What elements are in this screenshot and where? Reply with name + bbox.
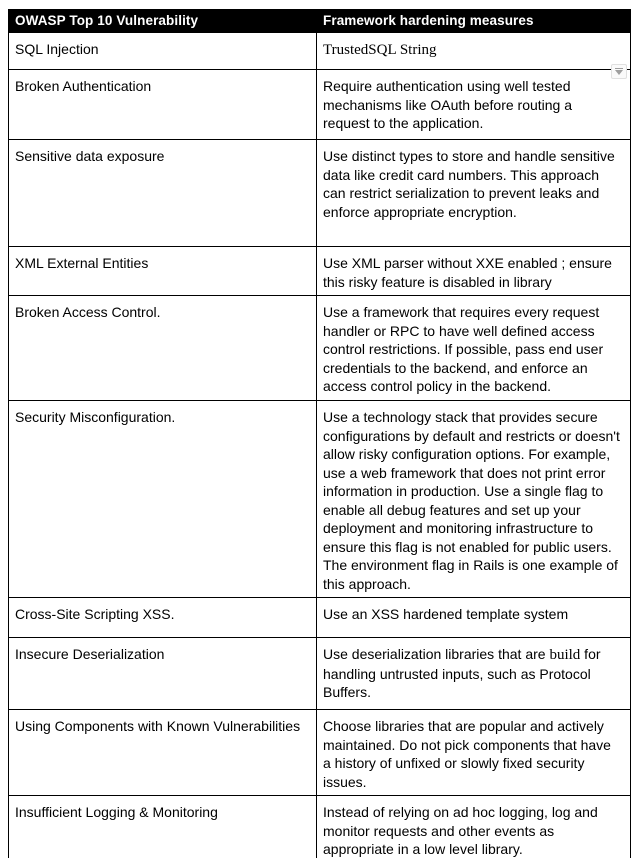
measure-cell	[317, 401, 631, 598]
measure-text-segment: Instead of relying on ad hoc logging, log and monitor requests and other events as appropriate in a low level library.	[323, 804, 598, 857]
measure-text-segment: Require authentication using well tested mechanisms like OAuth before routing a request to the application.	[323, 78, 573, 131]
table-row	[9, 598, 631, 638]
table-row	[9, 796, 631, 858]
table-row	[9, 247, 631, 296]
measure-cell	[317, 796, 631, 858]
measure-cell	[317, 70, 631, 140]
vulnerability-cell: Insecure Deserialization	[9, 638, 317, 710]
measure-cell	[317, 638, 631, 710]
table-row	[9, 70, 631, 140]
measure-cell	[317, 33, 631, 70]
vulnerability-cell: Broken Access Control.	[9, 296, 317, 401]
measure-text-segment: Use XML parser without XXE enabled ; ensure this risky feature is disabled in library	[323, 255, 612, 290]
measure-text-segment: Use an XSS hardened template system	[323, 606, 569, 622]
measure-cell	[317, 710, 631, 796]
measure-cell	[317, 598, 631, 638]
table-row	[9, 401, 631, 598]
table-header-row	[9, 10, 631, 33]
vulnerability-cell: Sensitive data exposure	[9, 140, 317, 247]
vulnerability-cell: XML External Entities	[9, 247, 317, 296]
vulnerability-cell: Security Misconfiguration.	[9, 401, 317, 598]
measure-cell	[317, 247, 631, 296]
measure-text-segment: Use a framework that requires every request handler or RPC to have well defined access control restrictions. If possible, pass end user credentials to the backend, and enforce an access control policy in the backend.	[323, 304, 604, 394]
vulnerability-cell: Insufficient Logging & Monitoring	[9, 796, 317, 858]
table-row	[9, 638, 631, 710]
measure-cell	[317, 140, 631, 247]
vulnerability-cell: Cross-Site Scripting XSS.	[9, 598, 317, 638]
table-row	[9, 296, 631, 401]
collapsed-comment-marker[interactable]	[611, 64, 627, 79]
vulnerability-cell: Using Components with Known Vulnerabilities	[9, 710, 317, 796]
table-row	[9, 710, 631, 796]
measure-text-segment: TrustedSQL String	[323, 42, 437, 58]
vulnerability-cell: SQL Injection	[9, 33, 317, 70]
measure-text-segment: Use deserialization libraries that are	[323, 646, 550, 662]
table-row	[9, 140, 631, 247]
measure-text-segment: Use a technology stack that provides secure configurations by default and restricts or doesn't allow risky configuration options. For example, use a web framework that does not print error information in production. Use a single flag to enable all debug features and set up your deployment and monitoring infrastructure to ensure this flag is not enabled for public users. The environment flag in Rails is one example of this approach.	[323, 409, 620, 592]
chevron-down-icon	[615, 68, 623, 75]
measure-text-segment: build	[549, 647, 581, 663]
measure-text-segment: for handling untrusted inputs, such as Protocol Buffers.	[323, 646, 601, 700]
col-header-measures: Framework hardening measures	[317, 10, 631, 33]
measure-text-segment: Use distinct types to store and handle sensitive data like credit card numbers. This approach can restrict serialization to prevent leaks and enforce appropriate encryption.	[323, 148, 615, 220]
table-row	[9, 33, 631, 70]
owasp-hardening-table	[8, 9, 631, 858]
measure-text-segment: Choose libraries that are popular and actively maintained. Do not pick components that have a history of unfixed or slowly fixed security issues.	[323, 718, 611, 790]
measure-cell	[317, 296, 631, 401]
col-header-vulnerability: OWASP Top 10 Vulnerability	[9, 10, 317, 33]
vulnerability-cell: Broken Authentication	[9, 70, 317, 140]
